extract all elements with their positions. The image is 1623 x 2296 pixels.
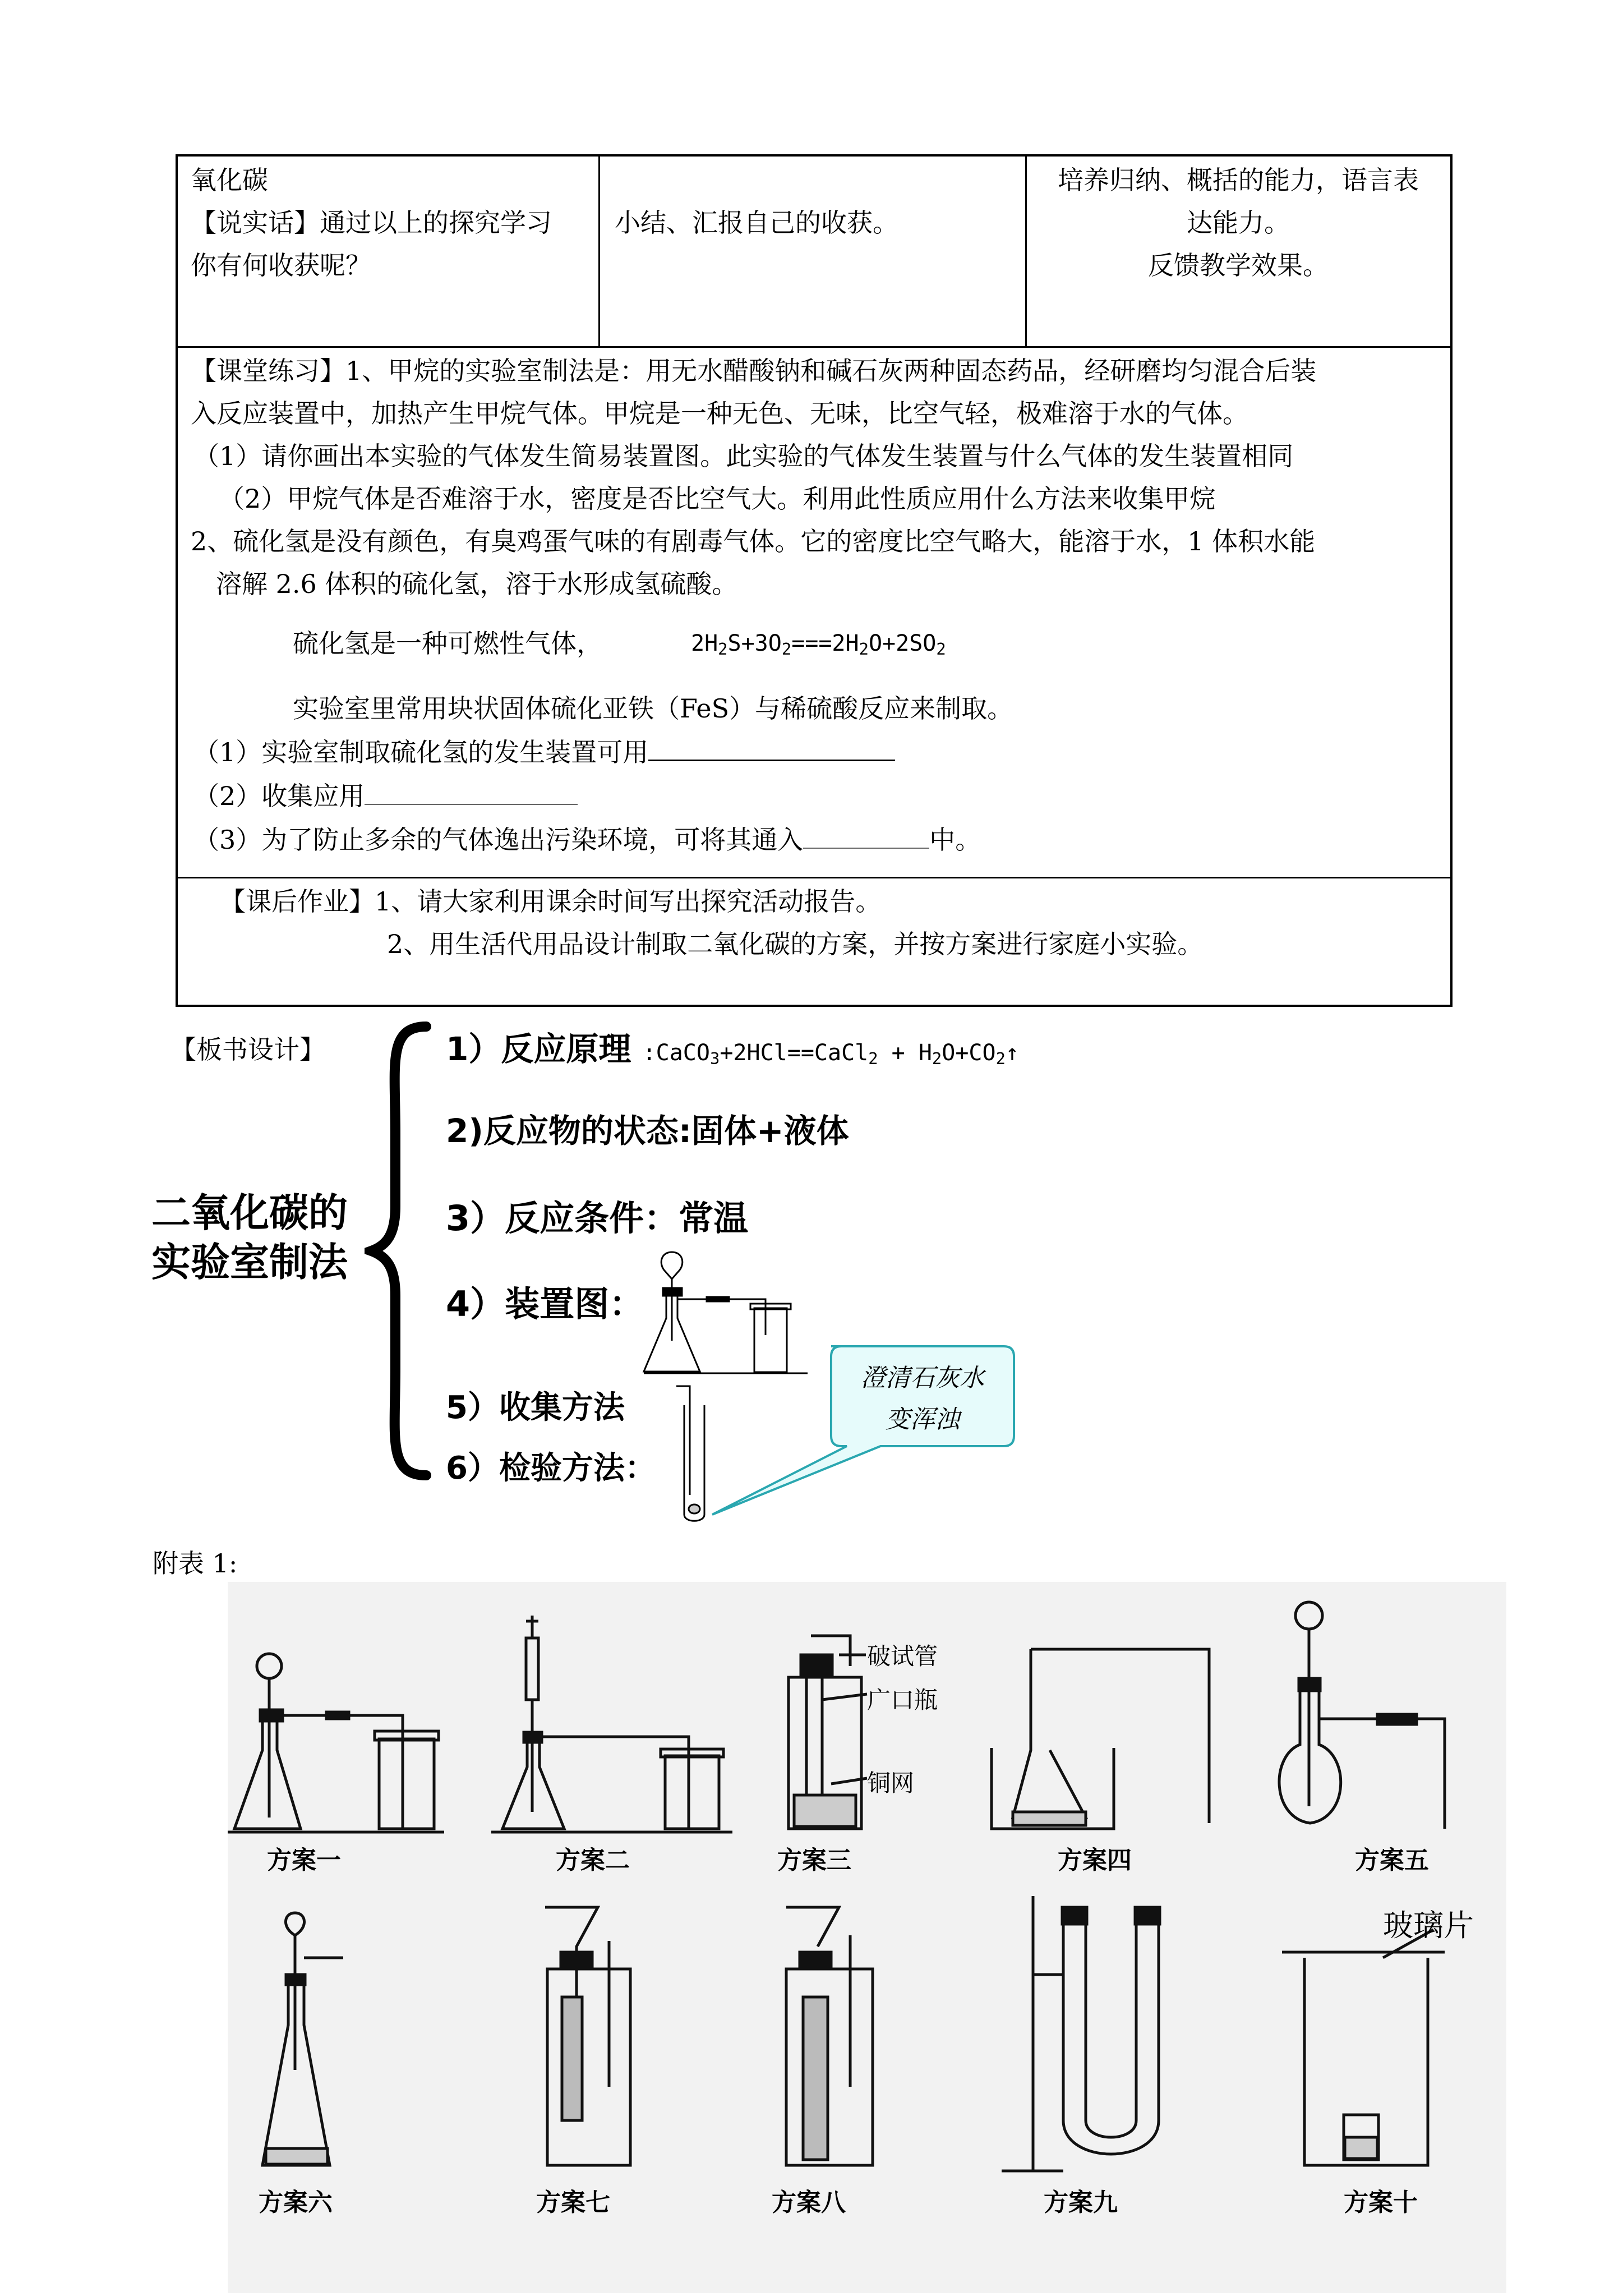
scheme10-apparatus	[1282, 1930, 1445, 2165]
row1-col2: 小结、汇报自己的收获。	[615, 208, 898, 238]
scheme-label-1: 方案一	[267, 1846, 341, 1875]
board-title-2: 实验室制法	[151, 1239, 348, 1285]
board-item-5: 5）收集方法	[446, 1389, 625, 1426]
scheme8-apparatus	[786, 1907, 873, 2165]
equation-caco3: :CaCO$_3$+2HCl==CaCl$_2$ + $H_2O+CO_2↑$	[642, 1040, 1020, 1069]
row1-col3-line1: 培养归纳、概括的能力，语言表	[1058, 165, 1419, 195]
board-label: 【板书设计】	[170, 1034, 325, 1065]
answer-blank-2[interactable]	[365, 799, 578, 805]
bubble-line-1: 澄清石灰水	[861, 1364, 984, 1392]
scheme-label-3: 方案三	[777, 1846, 851, 1875]
equation-h2s: $2H_2S+3O_2===2H_2O+2SO_2$	[691, 631, 946, 659]
scheme4-apparatus	[992, 1649, 1209, 1829]
row1-col1-line1: 氧化碳	[191, 165, 268, 195]
scheme2-apparatus	[491, 1616, 732, 1832]
scheme-label-10: 方案十	[1344, 2188, 1418, 2217]
answer-blank-3[interactable]	[803, 843, 929, 849]
homework-line1: 【课后作业】1、请大家利用课余时间写出探究活动报告。	[220, 886, 882, 917]
scheme1-apparatus	[228, 1654, 444, 1832]
board-title-1: 二氧化碳的	[151, 1190, 348, 1236]
practice-q2: （2）收集应用	[193, 774, 578, 818]
practice-line5: 2、硫化氢是没有颜色，有臭鸡蛋气味的有剧毒气体。它的密度比空气略大，能溶于水，1 体积水能	[191, 526, 1316, 556]
practice-line1: 【课堂练习】1、甲烷的实验室制法是：用无水醋酸钠和碱石灰两种固态药品，经研磨均匀混合后装	[191, 356, 1317, 386]
scheme-label-6: 方案六	[259, 2188, 333, 2217]
scheme6-apparatus	[262, 1913, 343, 2165]
homework-line2: 2、用生活代用品设计制取二氧化碳的方案，并按方案进行家庭小实验。	[387, 929, 1204, 959]
scheme3-apparatus	[789, 1636, 867, 1829]
scheme-label-2: 方案二	[556, 1846, 630, 1875]
practice-line3: （1）请你画出本实验的气体发生简易装置图。此实验的气体发生装置与什么气体的发生装置相同	[193, 441, 1294, 471]
curly-brace	[365, 1021, 432, 1481]
annotation-tube: 破试管	[867, 1642, 938, 1670]
apparatus-panel	[228, 1582, 1506, 2293]
board-item-2: 2)反应物的状态:固体+液体	[446, 1112, 849, 1150]
row1-col3-line3: 反馈教学效果。	[1148, 250, 1329, 280]
scheme-label-8: 方案八	[772, 2188, 846, 2217]
scheme5-apparatus	[1279, 1602, 1445, 1829]
appendix-label: 附表 1:	[153, 1548, 238, 1579]
scheme-label-4: 方案四	[1058, 1846, 1132, 1875]
annotation-glass: 玻璃片	[1383, 1908, 1474, 1943]
practice-line7: 硫化氢是一种可燃性气体，	[293, 628, 602, 659]
practice-line8: 实验室里常用块状固体硫化亚铁（FeS）与稀硫酸反应来制取。	[293, 693, 1013, 724]
scheme-label-5: 方案五	[1355, 1846, 1429, 1875]
practice-line6: 溶解 2.6 体积的硫化氢，溶于水形成氢硫酸。	[216, 569, 738, 599]
board-item-3: 3）反应条件：常温	[446, 1198, 749, 1239]
practice-line2: 入反应装置中，加热产生甲烷气体。甲烷是一种无色、无味，比空气轻，极难溶于水的气体。	[191, 398, 1248, 429]
answer-blank-1[interactable]	[648, 755, 895, 761]
practice-line4: （2）甲烷气体是否难溶于水，密度是否比空气大。利用此性质应用什么方法来收集甲烷	[219, 484, 1216, 514]
bubble-line-2: 变浑浊	[886, 1405, 960, 1434]
scheme7-apparatus	[545, 1907, 630, 2165]
scheme-label-9: 方案九	[1044, 2188, 1118, 2217]
board-item-6: 6）检验方法：	[446, 1450, 656, 1487]
board-item-1: 1）反应原理 :CaCO$_3$+2HCl==CaCl$_2$ + $H_2O+CO_2↑$	[446, 1030, 1020, 1069]
practice-q3: （3）为了防止多余的气体逸出污染环境，可将其通入 中。	[193, 825, 981, 855]
row1-col1-line3: 你有何收获呢？	[191, 250, 371, 280]
row1-col3-line2: 达能力。	[1187, 208, 1290, 238]
annotation-bottle: 广口瓶	[867, 1686, 938, 1714]
board-item-4: 4）装置图：	[446, 1283, 644, 1324]
row1-col1-line2: 【说实话】通过以上的探究学习	[191, 208, 552, 238]
scheme-label-7: 方案七	[536, 2188, 610, 2217]
practice-q1: （1）实验室制取硫化氢的发生装置可用	[193, 730, 895, 774]
scheme9-apparatus	[1002, 1896, 1160, 2171]
annotation-mesh: 铜网	[867, 1769, 915, 1797]
